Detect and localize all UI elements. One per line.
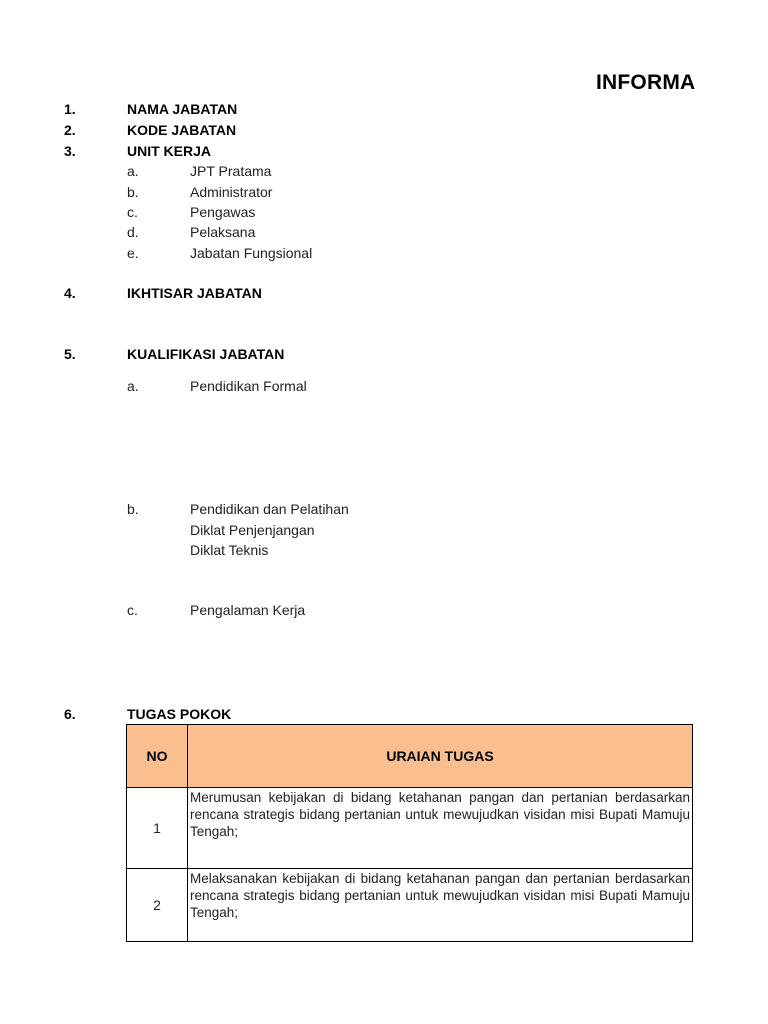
unit-item-letter: c. [127,204,138,220]
qualification-a-text: Pendidikan Formal [190,378,307,394]
header-task-description: URAIAN TUGAS [188,725,693,788]
header-no: NO [127,725,188,788]
task-description: Melaksanakan kebijakan di bidang ketahanan pangan dan pertanian berdasarkan rencana strategis bidang pertanian untuk mewujudkan visidan misi Bupati Mamuju Tengah; [188,869,693,942]
qualification-c-letter: c. [127,602,138,618]
unit-item-text: JPT Pratama [190,163,272,179]
task-table-header-row [127,725,693,788]
section-4-number: 4. [64,285,76,301]
unit-item-letter: a. [127,163,139,179]
section-5-heading: KUALIFIKASI JABATAN [127,346,285,362]
unit-item-letter: b. [127,184,139,200]
unit-item-text: Jabatan Fungsional [190,245,313,261]
qualification-c-text: Pengalaman Kerja [190,602,306,618]
table-row [127,869,693,942]
unit-item-text: Pelaksana [190,224,256,240]
qualification-b-line: Diklat Teknis [190,542,269,558]
unit-item-text: Administrator [190,184,273,200]
section-1-heading: NAMA JABATAN [127,101,238,117]
section-5-number: 5. [64,346,76,362]
unit-item-letter: d. [127,224,139,240]
qualification-b-letter: b. [127,501,139,517]
qualification-b-text: Pendidikan dan Pelatihan [190,501,349,517]
qualification-a-letter: a. [127,378,139,394]
unit-item-text: Pengawas [190,204,256,220]
section-3-number: 3. [64,143,76,159]
section-3-heading: UNIT KERJA [127,143,212,159]
document-title: INFORMA [596,71,696,94]
task-number: 1 [127,788,188,869]
section-6-heading: TUGAS POKOK [127,706,232,722]
section-4-heading: IKHTISAR JABATAN [127,285,262,301]
task-number: 2 [127,869,188,942]
section-2-number: 2. [64,122,76,138]
section-2-heading: KODE JABATAN [127,122,237,138]
section-1-number: 1. [64,101,76,117]
section-6-number: 6. [64,706,76,722]
table-row [127,788,693,869]
qualification-b-line: Diklat Penjenjangan [190,522,315,538]
task-table [126,724,693,942]
unit-item-letter: e. [127,245,139,261]
task-description: Merumusan kebijakan di bidang ketahanan pangan dan pertanian berdasarkan rencana strategis bidang pertanian untuk mewujudkan visidan misi Bupati Mamuju Tengah; [188,788,693,869]
